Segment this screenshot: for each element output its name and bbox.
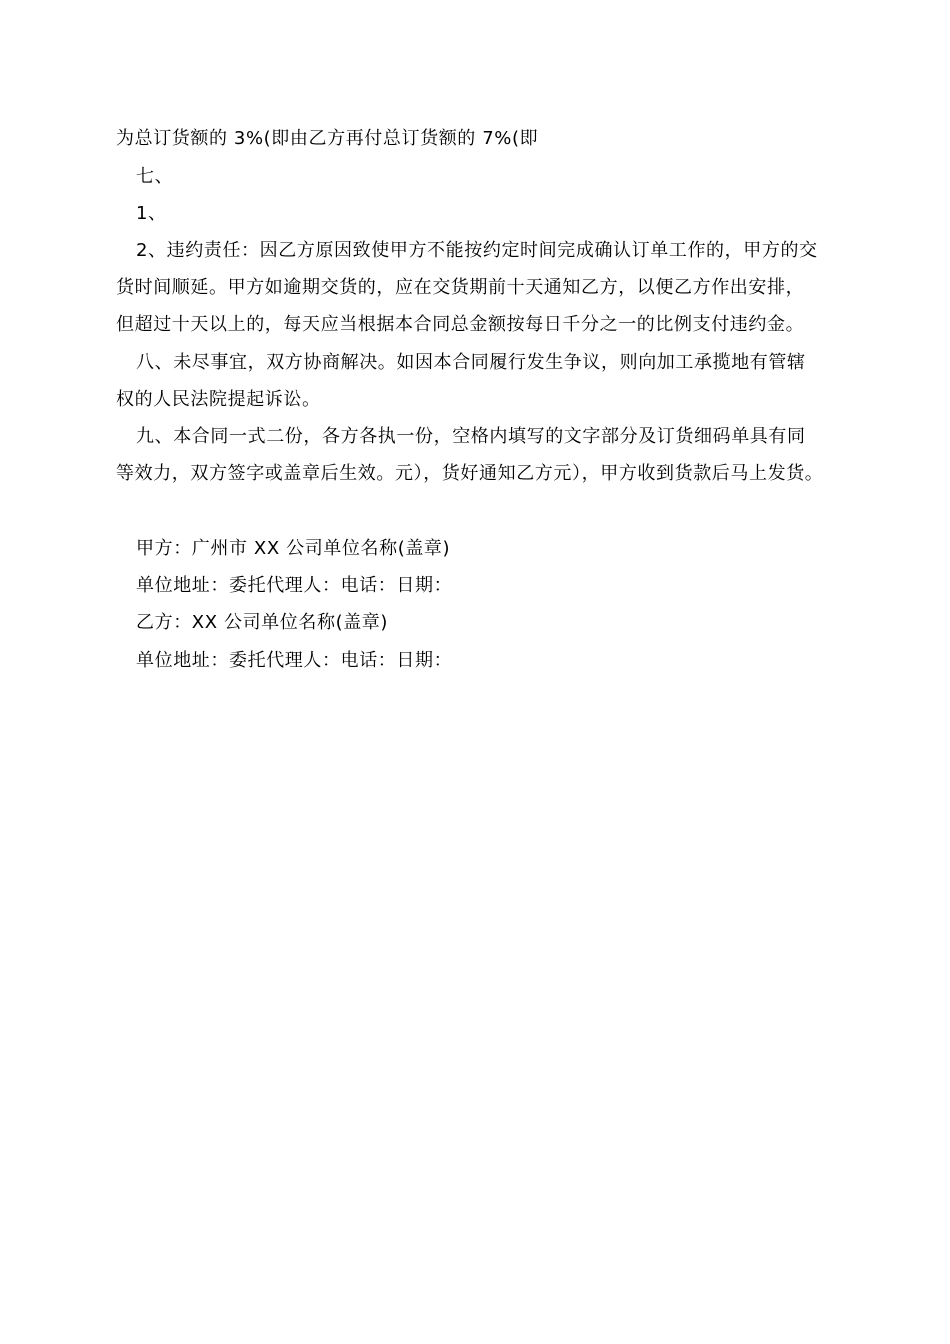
section-9-line-2: 等效力，双方签字或盖章后生效。元），货好通知乙方元），甲方收到货款后马上发货。 <box>116 463 824 484</box>
clause-2-line-1: 2、违约责任：因乙方原因致使甲方不能按约定时间完成确认订单工作的，甲方的交 <box>136 240 818 261</box>
section-9-line-1: 九、本合同一式二份，各方各执一份，空格内填写的文字部分及订货细码单具有同 <box>136 426 806 447</box>
section-heading-7: 七、 <box>136 166 174 187</box>
clause-1: 1、 <box>136 203 167 224</box>
clause-2-line-2: 货时间顺延。甲方如逾期交货的，应在交货期前十天通知乙方，以便乙方作出安排， <box>116 277 805 298</box>
party-a-name: 甲方：广州市 XX 公司单位名称(盖章) <box>136 538 451 559</box>
party-a-details: 单位地址：委托代理人：电话：日期： <box>136 575 453 596</box>
section-8-line-1: 八、未尽事宜，双方协商解决。如因本合同履行发生争议，则向加工承揽地有管辖 <box>136 352 806 373</box>
section-8-line-2: 权的人民法院提起诉讼。 <box>116 389 321 410</box>
clause-2-line-3: 但超过十天以上的，每天应当根据本合同总金额按每日千分之一的比例支付违约金。 <box>116 314 805 335</box>
text-line-1: 为总订货额的 3%(即由乙方再付总订货额的 7%(即 <box>116 128 539 149</box>
party-b-name: 乙方：XX 公司单位名称(盖章) <box>136 612 389 633</box>
party-b-details: 单位地址：委托代理人：电话：日期： <box>136 650 453 671</box>
